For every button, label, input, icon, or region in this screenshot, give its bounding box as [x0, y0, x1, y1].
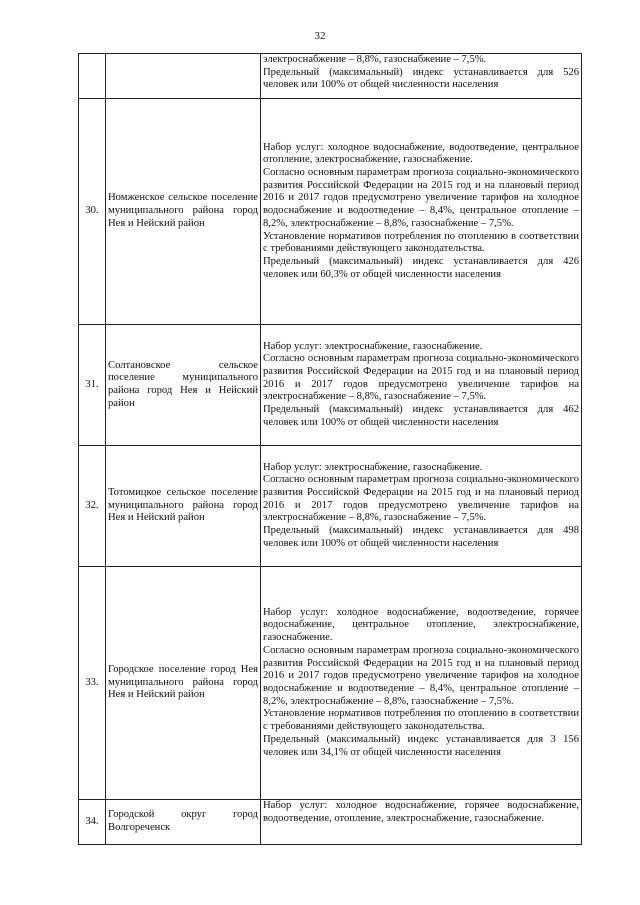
page-number: 32 [314, 30, 326, 42]
row-number: 34. [79, 800, 106, 845]
municipality-name: Номженское сельское поселение муниципального района город Нея и Нейский район [106, 99, 261, 325]
description-paragraph: Согласно основным параметрам прогноза социально-экономического развития Российской Федерации на 2015 год и на плановый период 2016 и 2017 годов предусмотрено увеличение тарифов на холодное водоснабжение и водоотведение – 8,4%, центральное отопление – 8,2%, электроснабжение – 8,8%, газоснабжение – 7,5%. [263, 167, 579, 229]
description-paragraph: Предельный (максимальный) индекс устанавливается для 462 человек или 100% от общей численности населения [263, 404, 579, 428]
municipality-name: Городское поселение город Нея муниципального района город Нея и Нейский район [106, 567, 261, 800]
table-row [79, 99, 582, 325]
service-description [261, 800, 582, 845]
description-paragraph: Набор услуг: холодное водоснабжение, водоотведение, горячее водоснабжение, центральное отопление, электроснабжение, газоснабжение. [263, 606, 579, 644]
description-paragraph: Предельный (максимальный) индекс устанавливается для 526 человек или 100% от общей численности населения [263, 66, 579, 91]
service-description [261, 567, 582, 800]
municipality-name: Солтановское сельское поселение муниципального района город Нея и Нейский район [106, 325, 261, 446]
description-paragraph: Набор услуг: холодное водоснабжение, горячее водоснабжение, водоотведение, отопление, электроснабжение, газоснабжение. [263, 800, 579, 824]
description-paragraph: Предельный (максимальный) индекс устанавливается для 3 156 человек или 34,1% от общей численности населения [263, 733, 579, 758]
description-paragraph: Согласно основным параметрам прогноза социально-экономического развития Российской Федерации на 2015 год и на плановый период 2016 и 2017 годов предусмотрено увеличение тарифов на электроснабжение – 8,8%, газоснабжение – 7,5%. [263, 474, 579, 524]
description-paragraph: Установление нормативов потребления по отоплению в соответствии с требованиями действующего законодательства. [263, 708, 579, 733]
row-number: 30. [79, 99, 106, 325]
service-description [261, 54, 582, 99]
description-paragraph: Установление нормативов потребления по отоплению в соответствии с требованиями действующего законодательства. [263, 230, 579, 255]
municipality-name: Тотомицкое сельское поселение муниципального района город Нея и Нейский район [106, 446, 261, 567]
description-paragraph: Согласно основным параметрам прогноза социально-экономического развития Российской Федерации на 2015 год и на плановый период 2016 и 2017 годов предусмотрено увеличение тарифов на холодное водоснабжение и водоотведение – 8,4%, центральное отопление – 8,2%, электроснабжение – 8,8%, газоснабжение – 7,5%. [263, 644, 579, 707]
service-description [261, 325, 582, 446]
table-row [79, 446, 582, 567]
indices-table [78, 53, 582, 845]
description-paragraph: Набор услуг: электроснабжение, газоснабжение. [263, 340, 483, 352]
row-number: 32. [79, 446, 106, 567]
description-paragraph: Предельный (максимальный) индекс устанавливается для 426 человек или 60,3% от общей численности населения [263, 255, 579, 280]
service-description [261, 446, 582, 567]
service-description [261, 99, 582, 325]
table-row [79, 800, 582, 845]
municipality-name: Городской округ город Волгореченск [106, 800, 261, 845]
table-row [79, 325, 582, 446]
row-number: 31. [79, 325, 106, 446]
row-number: 33. [79, 567, 106, 800]
row-number [79, 54, 106, 99]
description-paragraph: электроснабжение – 8,8%, газоснабжение – 7,5%. [263, 54, 487, 65]
description-paragraph: Согласно основным параметрам прогноза социально-экономического развития Российской Федерации на 2015 год и на плановый период 2016 и 2017 годов предусмотрено увеличение тарифов на электроснабжение – 8,8%, газоснабжение – 7,5%. [263, 353, 579, 403]
table-row [79, 567, 582, 800]
description-paragraph: Предельный (максимальный) индекс устанавливается для 498 человек или 100% от общей численности населения [263, 525, 579, 549]
description-paragraph: Набор услуг: холодное водоснабжение, водоотведение, центральное отопление, электроснабжение, газоснабжение. [263, 141, 579, 166]
municipality-name [106, 54, 261, 99]
table-row [79, 54, 582, 99]
description-paragraph: Набор услуг: электроснабжение, газоснабжение. [263, 461, 483, 473]
